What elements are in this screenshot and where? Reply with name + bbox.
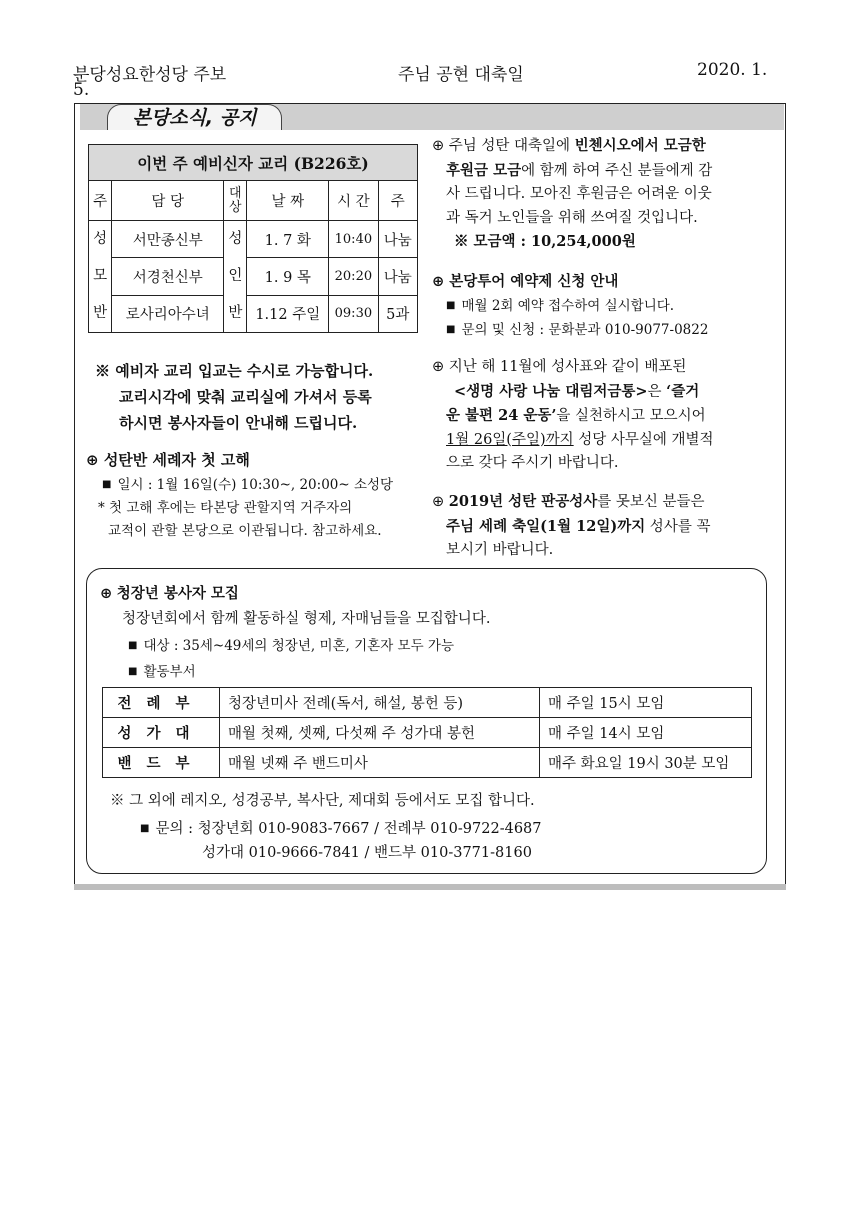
youth-dept-label: ■ 활동부서 <box>128 664 196 680</box>
table-cell: 1.12 주일 <box>247 295 329 332</box>
feast-title: 주님 공현 대축일 <box>398 65 524 85</box>
catechism-schedule-table <box>88 144 418 333</box>
table-cell: 나눔 <box>378 221 417 258</box>
table-cell: 10:40 <box>329 221 378 258</box>
table-cell: 1. 9 목 <box>247 258 329 295</box>
dept-table <box>102 687 752 778</box>
cross-icon: ⊕ <box>432 359 445 375</box>
youth-title: ⊕ 청장년 봉사자 모집 <box>100 585 239 602</box>
bullet-icon: ■ <box>446 300 456 311</box>
col-topic: 주 <box>378 181 417 221</box>
col-week: 주 <box>89 181 112 221</box>
col-time: 시 간 <box>329 181 378 221</box>
vincent-notice: ⊕ 주님 성탄 대축일에 빈첸시오에서 모금한 후원금 모금에 함께 하여 주신 분들에게 감 사 드립니다. 모아진 후원금은 어려운 이웃 과 독거 노인들을 위해 쓰여질 것입니다. ※ 모금액 : 10,254,000원 <box>432 137 713 250</box>
cross-icon: ⊕ <box>100 586 113 602</box>
bullet-icon: ■ <box>140 823 150 834</box>
bullet-icon: ■ <box>446 324 456 335</box>
col-leader: 담 당 <box>112 181 224 221</box>
table-cell: 09:30 <box>329 295 378 332</box>
cross-icon: ⊕ <box>432 494 445 510</box>
col-target: 대상 <box>224 181 247 221</box>
confession-notice: ⊕ 성탄반 세례자 첫 고해 ■ 일시 : 1월 16일(수) 10:30~, 20:00~ 소성당 * 첫 고해 후에는 타본당 관할지역 거주자의 교적이 관할 본당으로 이관됩니다. 참고하세요. <box>86 451 394 539</box>
dept-when: 매 주일 15시 모임 <box>540 688 752 718</box>
col-date: 날 짜 <box>247 181 329 221</box>
dept-when: 매 주일 14시 모임 <box>540 718 752 748</box>
table-cell: 서만종신부 <box>112 221 224 258</box>
table-cell: 5과 <box>378 295 417 332</box>
bullet-icon: ■ <box>128 666 138 677</box>
piggybank-notice: ⊕ 지난 해 11월에 성사표와 같이 배포된 <생명 사랑 나눔 대림저금통>은 ‘즐거 운 불편 24 운동’을 실천하시고 모으시어 1월 26일(주일)까지 성당 사무실에 개별적 으로 갖다 주시기 바랍니다. <box>432 359 714 471</box>
dept-desc: 청장년미사 전례(독서, 해설, 봉헌 등) <box>220 688 540 718</box>
bulletin-date: 2020. 1. <box>697 60 768 80</box>
dept-when: 매주 화요일 19시 30분 모임 <box>540 748 752 778</box>
youth-intro: 청장년회에서 함께 활동하실 형제, 자매님들을 모집합니다. <box>122 611 491 627</box>
cross-icon: ⊕ <box>432 274 445 290</box>
enroll-note: ※ 예비자 교리 입교는 수시로 가능합니다. 교리시각에 맞춰 교리실에 가셔서 등록 하시면 봉사자들이 안내해 드립니다. <box>95 362 374 432</box>
cross-icon: ⊕ <box>432 138 445 154</box>
cross-icon: ⊕ <box>86 451 99 469</box>
youth-others: ※ 그 외에 레지오, 성경공부, 복사단, 제대회 등에서도 모집 합니다. <box>110 793 535 809</box>
week-label: 성 모 반 <box>89 221 112 333</box>
table-cell: 서경천신부 <box>112 258 224 295</box>
judgment-notice: ⊕ 2019년 성탄 판공성사를 못보신 분들은 주님 세례 축일(1월 12일)까지 성사를 꼭 보시기 바랍니다. <box>432 493 711 558</box>
section-title: 본당소식, 공지 <box>107 104 282 130</box>
youth-contact-1: ■ 문의 : 청장년회 010-9083-7667 / 전례부 010-9722-4687 <box>140 821 542 837</box>
dept-name: 밴드부 <box>103 748 220 778</box>
tour-notice: ⊕ 본당투어 예약제 신청 안내 ■ 매월 2회 예약 접수하여 실시합니다. ■ 문의 및 신청 : 문화분과 010-9077-0822 <box>432 273 709 338</box>
table-cell: 20:20 <box>329 258 378 295</box>
bulletin-name: 분당성요한성당 주보 <box>73 65 227 85</box>
bullet-icon: ■ <box>102 479 112 490</box>
dept-desc: 매월 넷째 주 밴드미사 <box>220 748 540 778</box>
schedule-title: 이번 주 예비신자 교리 (B226호) <box>89 145 418 181</box>
youth-target: ■ 대상 : 35세~49세의 청장년, 미혼, 기혼자 모두 가능 <box>128 638 454 654</box>
date-continued: 5. <box>73 80 90 100</box>
dept-name: 전례부 <box>103 688 220 718</box>
youth-contact-2: 성가대 010-9666-7841 / 밴드부 010-3771-8160 <box>202 845 532 861</box>
bullet-icon: ■ <box>128 640 138 651</box>
table-cell: 나눔 <box>378 258 417 295</box>
table-cell: 1. 7 화 <box>247 221 329 258</box>
frame-shadow <box>74 884 786 890</box>
dept-desc: 매월 첫째, 셋째, 다섯째 주 성가대 봉헌 <box>220 718 540 748</box>
table-cell: 로사리아수녀 <box>112 295 224 332</box>
dept-name: 성가대 <box>103 718 220 748</box>
target-label: 성 인 반 <box>224 221 247 333</box>
